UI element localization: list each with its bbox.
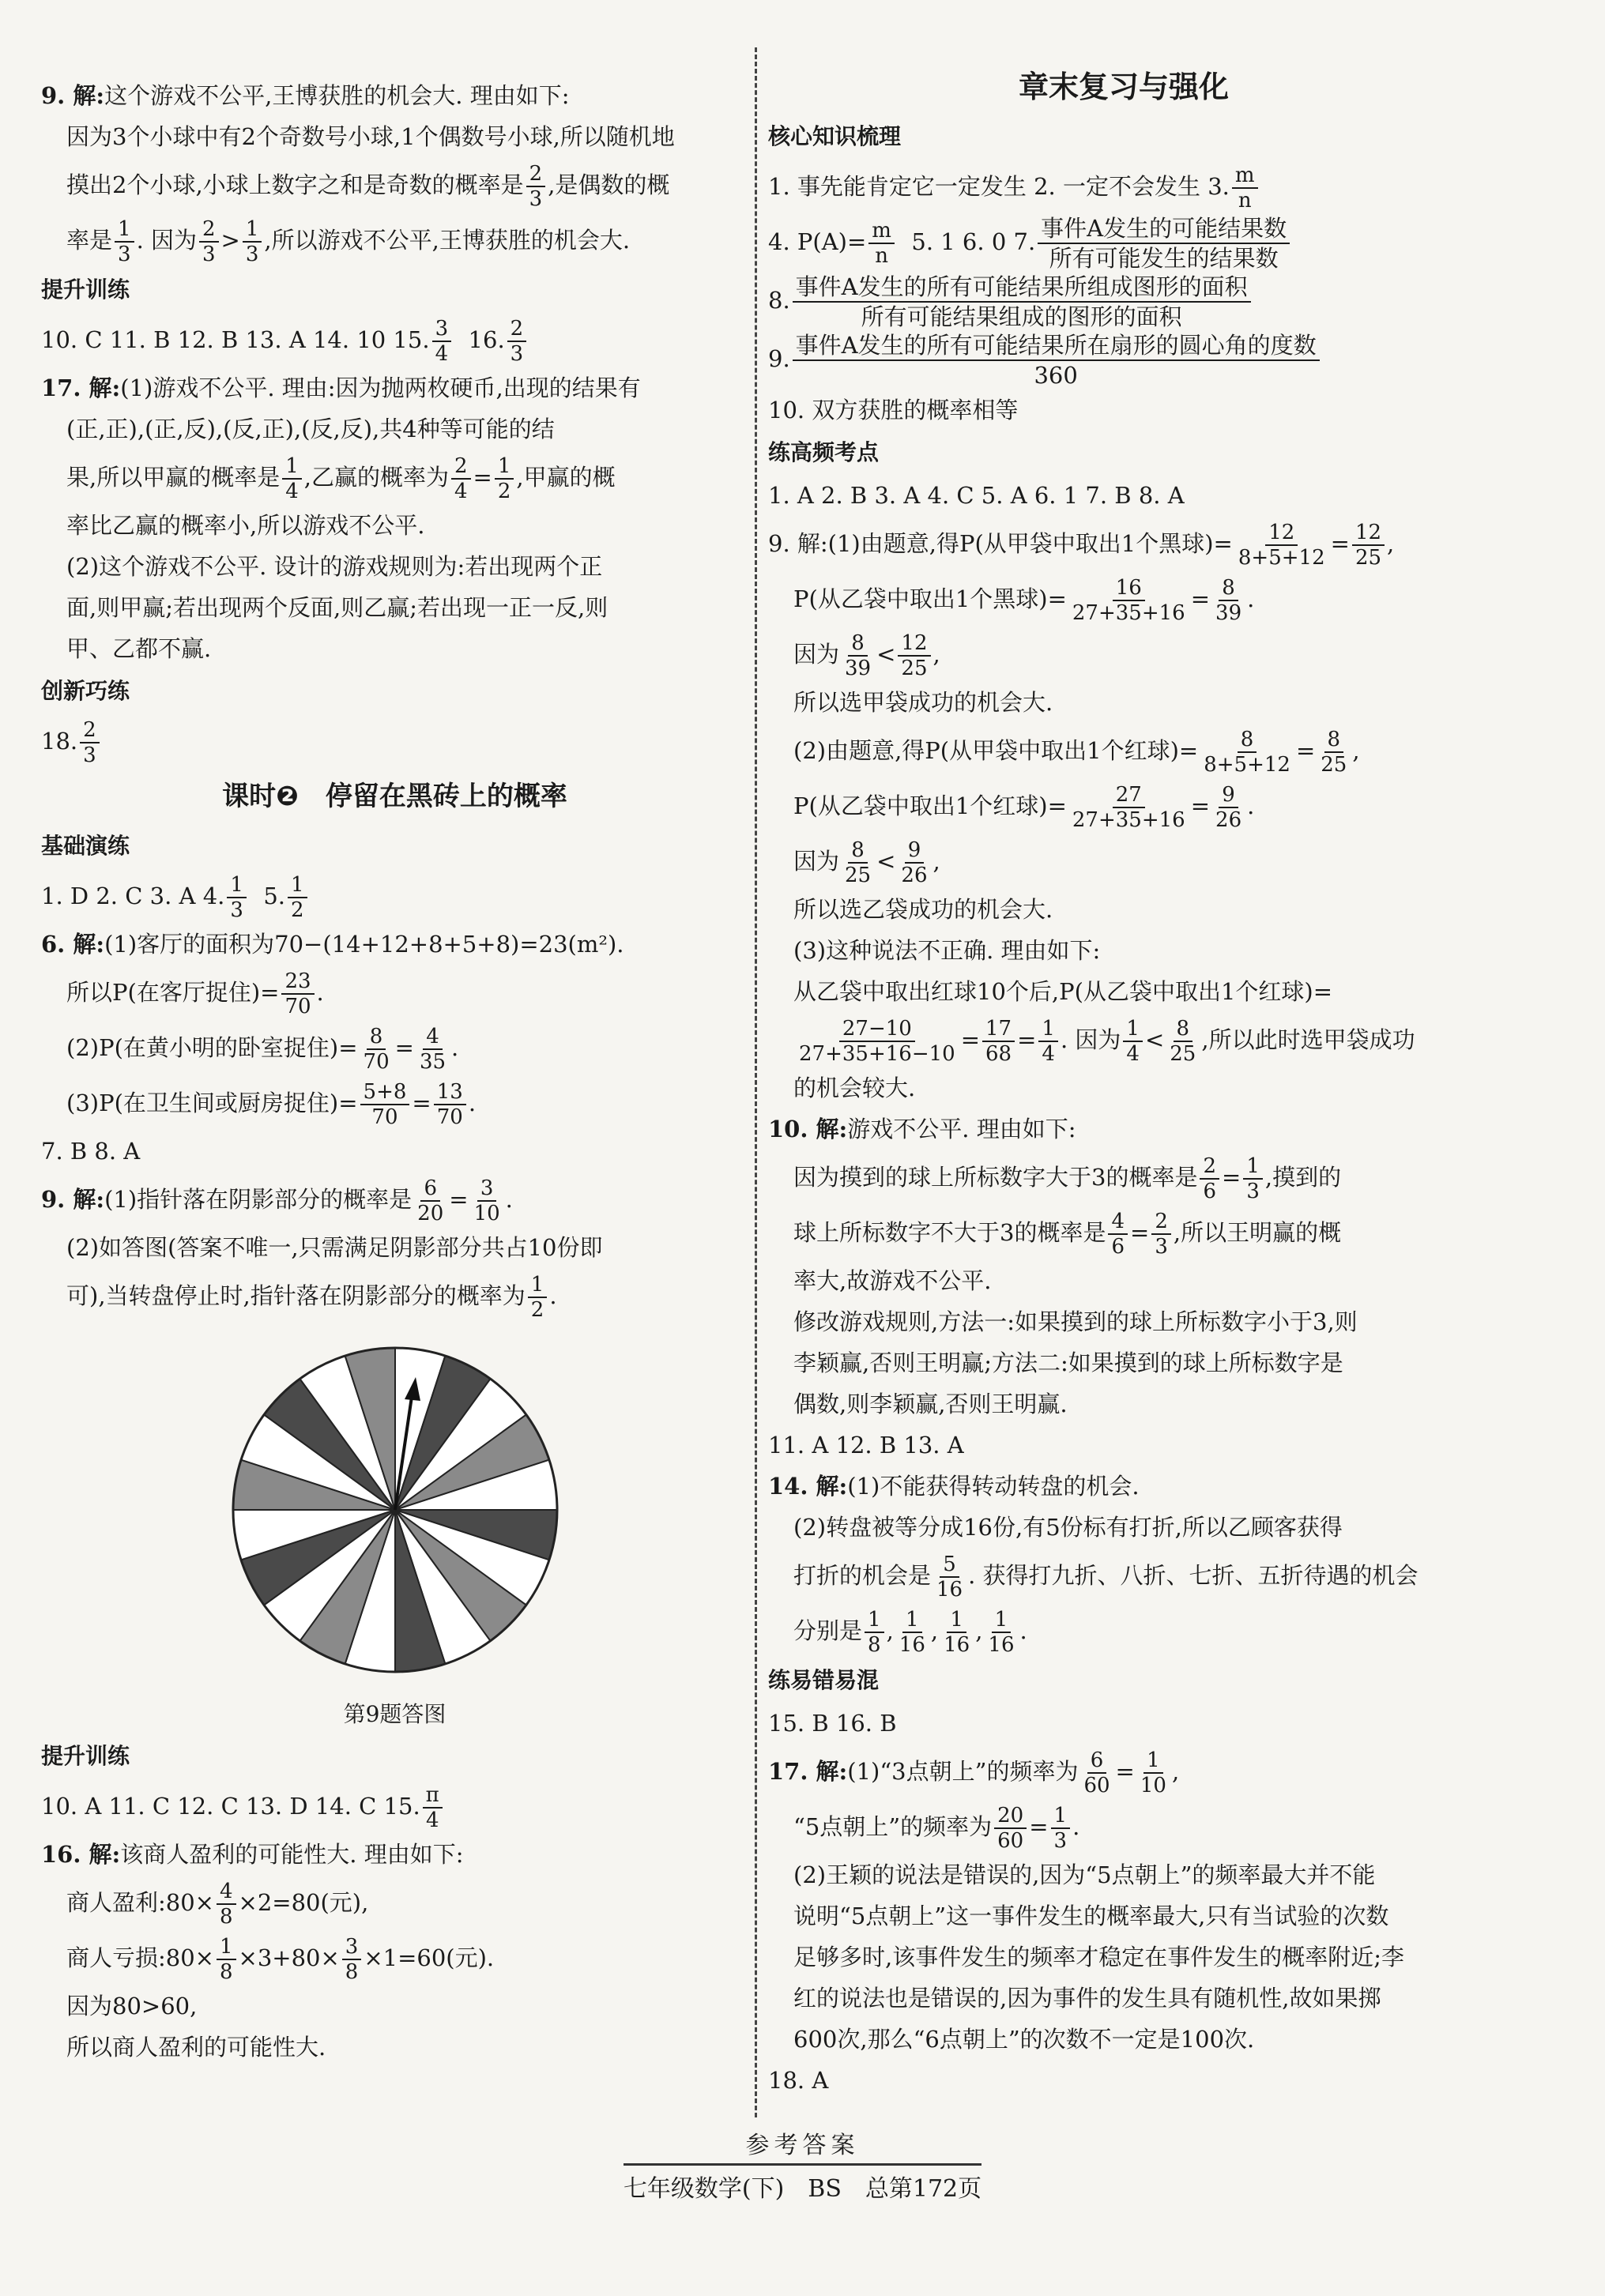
lesson-title: 课时❷ 停留在黑砖上的概率 bbox=[222, 781, 567, 812]
rq9-line5: (2)由题意,得P(从甲袋中取出1个红球)= $\frac{8}{8+5+12}$ = $\frac{8}{25}$ , bbox=[793, 728, 1360, 777]
q6-line3: (2)P(在黄小明的卧室捉住)= $\frac{8}{70}$ = $\frac{4}{35}$ . bbox=[66, 1025, 459, 1074]
rq9-line3: 因为 $\frac{8}{39}$ < $\frac{12}{25}$ , bbox=[793, 631, 940, 680]
ans-11-13: 11. A 12. B 13. A bbox=[768, 1432, 964, 1459]
q17-line5: (2)这个游戏不公平. 设计的游戏规则为:若出现两个正 bbox=[66, 553, 603, 580]
q9-line3: 摸出2个小球,小球上数字之和是奇数的概率是 $\frac{2}{3}$ ,是偶数的概 bbox=[66, 162, 670, 211]
q16-line3: 商人亏损:80× $\frac{1}{8}$ ×3+80× $\frac{3}{8}$ ×1=60(元). bbox=[66, 1935, 495, 1984]
section-tisheng-1: 提升训练 bbox=[41, 277, 130, 303]
q16-line4: 因为80>60, bbox=[66, 1993, 198, 2019]
ans-7-8: 7. B 8. A bbox=[41, 1138, 141, 1165]
spinner-figure bbox=[41, 1328, 748, 1695]
q9-line2: 因为3个小球中有2个奇数号小球,1个偶数号小球,所以随机地 bbox=[66, 123, 675, 150]
rq9-line12: 的机会较大. bbox=[793, 1075, 916, 1101]
rq10-line4: 率大,故游戏不公平. bbox=[793, 1267, 992, 1294]
rq17-line1: 17. 解:(1)“3点朝上”的频率为 $\frac{6}{60}$ = $\frac{1}{10}$ , bbox=[768, 1748, 1180, 1797]
rq17-line2: “5点朝上”的频率为 $\frac{20}{60}$ = $\frac{1}{3}$ . bbox=[793, 1804, 1080, 1853]
q9-line4: 率是 $\frac{1}{3}$ . 因为 $\frac{2}{3}$ > $\frac{1}{3}$ ,所以游戏不公平,王博获胜的机会大. bbox=[66, 217, 631, 266]
footer-label: 参考答案 bbox=[745, 2132, 860, 2159]
footer-info: 七年级数学(下) BS 总第172页 bbox=[624, 2163, 981, 2204]
rq14-line3: 打折的机会是 $\frac{5}{16}$ . 获得打九折、八折、七折、五折待遇的机会 bbox=[793, 1553, 1419, 1602]
rq9-line11: $\frac{27-10}{27+35+16-10}$ = $\frac{17}{68}$ = $\frac{1}{4}$ . 因为 $\frac{1}{4}$ < $\frac{8}{25}$ ,所以此时选甲袋成功 bbox=[799, 1017, 1415, 1066]
q9-line1: 9. 解:这个游戏不公平,王博获胜的机会大. 理由如下: bbox=[41, 82, 570, 109]
q17-line4: 率比乙赢的概率小,所以游戏不公平. bbox=[66, 512, 425, 539]
rq10-line3: 球上所标数字不大于3的概率是 $\frac{4}{6}$ = $\frac{2}{3}$ ,所以王明赢的概 bbox=[793, 1210, 1342, 1259]
q9b-line2: (2)如答图(答案不唯一,只需满足阴影部分共占10份即 bbox=[66, 1234, 603, 1261]
ans-18: 18. $\frac{2}{3}$ bbox=[41, 713, 748, 769]
rq9-line8: 所以选乙袋成功的机会大. bbox=[793, 896, 1053, 923]
ans-1-5: 1. D 2. C 3. A 4. $\frac{1}{3}$ 5. $\frac{1}{2}$ bbox=[41, 868, 748, 924]
section-tisheng-2: 提升训练 bbox=[41, 1743, 130, 1769]
k-line1: 1. 事先能肯定它一定发生 2. 一定不会发生 3. $\frac{m}{n}$ bbox=[768, 159, 1479, 214]
q17-line3: 果,所以甲赢的概率是 $\frac{1}{4}$ ,乙赢的概率为 $\frac{2}{4}$ = $\frac{1}{2}$ ,甲赢的概 bbox=[66, 454, 616, 503]
k-line4: 9. 事件A发生的所有可能结果所在扇形的圆心角的度数 360 bbox=[768, 331, 1479, 390]
q16-line2: 商人盈利:80× $\frac{4}{8}$ ×2=80(元), bbox=[66, 1880, 369, 1929]
rq17-line5: 足够多时,该事件发生的频率才稳定在事件发生的概率附近;李 bbox=[793, 1944, 1404, 1970]
rq17-line6: 红的说法也是错误的,因为事件的发生具有随机性,故如果掷 bbox=[793, 1985, 1381, 2012]
rq10-line1: 10. 解:游戏不公平. 理由如下: bbox=[768, 1116, 1076, 1142]
rq9-line4: 所以选甲袋成功的机会大. bbox=[793, 689, 1053, 716]
rq9-line2: P(从乙袋中取出1个黑球)= $\frac{16}{27+35+16}$ = $\frac{8}{39}$ . bbox=[793, 576, 1255, 625]
spinner-wheel bbox=[213, 1328, 577, 1692]
rq10-line2: 因为摸到的球上所标数字大于3的概率是 $\frac{2}{6}$ = $\frac{1}{3}$ ,摸到的 bbox=[793, 1154, 1342, 1203]
q16-line5: 所以商人盈利的可能性大. bbox=[66, 2034, 326, 2061]
ans-10-15b: 10. A 11. C 12. C 13. D 14. C 15. $\frac{\pi}{4}$ bbox=[41, 1778, 748, 1834]
section-gaopin: 练高频考点 bbox=[768, 439, 880, 465]
q9b-line1: 9. 解:(1)指针落在阴影部分的概率是 $\frac{6}{20}$ = $\frac{3}{10}$ . bbox=[41, 1176, 513, 1225]
k-line2: 4. P(A)= $\frac{m}{n}$ 5. 1 6. 0 7. 事件A发生的可能结果数 所有可能发生的结果数 bbox=[768, 214, 1479, 273]
rq17-line4: 说明“5点朝上”这一事件发生的概率最大,只有当试验的次数 bbox=[793, 1903, 1389, 1929]
ans-18-right: 18. A bbox=[768, 2067, 829, 2094]
rq9-line10: 从乙袋中取出红球10个后,P(从乙袋中取出1个红球)= bbox=[793, 978, 1333, 1005]
rq9-line1: 9. 解:(1)由题意,得P(从甲袋中取出1个黑球)= $\frac{12}{8+5+12}$ = $\frac{12}{25}$ , bbox=[768, 521, 1395, 570]
rq14-line4: 分别是 $\frac{1}{8}$ , $\frac{1}{16}$ , $\frac{1}{16}$ , $\frac{1}{16}$ . bbox=[793, 1608, 1027, 1657]
q6-line1: 6. 解:(1)客厅的面积为70−(14+12+8+5+8)=23(m²). bbox=[41, 931, 624, 958]
rq10-line7: 偶数,则李颖赢,否则王明赢. bbox=[793, 1391, 1068, 1417]
rq14-line2: (2)转盘被等分成16份,有5份标有打折,所以乙顾客获得 bbox=[793, 1514, 1343, 1541]
k-line3: 8. 事件A发生的所有可能结果所组成图形的面积 所有可能结果组成的图形的面积 bbox=[768, 273, 1479, 331]
q16-line1: 16. 解:该商人盈利的可能性大. 理由如下: bbox=[41, 1841, 464, 1868]
q17-line2: (正,正),(正,反),(反,正),(反,反),共4种等可能的结 bbox=[66, 416, 555, 442]
ans-10-16: 10. C 11. B 12. B 13. A 14. 10 15. $\frac{3}{4}$ 16. $\frac{2}{3}$ bbox=[41, 312, 748, 367]
page-footer bbox=[0, 2125, 1605, 2204]
rq10-line6: 李颖赢,否则王明赢;方法二:如果摸到的球上所标数字是 bbox=[793, 1349, 1343, 1376]
rq14-line1: 14. 解:(1)不能获得转动转盘的机会. bbox=[768, 1473, 1140, 1500]
rq9-line7: 因为 $\frac{8}{25}$ < $\frac{9}{26}$ , bbox=[793, 838, 940, 887]
q17-line1: 17. 解:(1)游戏不公平. 理由:因为抛两枚硬币,出现的结果有 bbox=[41, 375, 641, 401]
figure-caption: 第9题答图 bbox=[343, 1701, 446, 1727]
section-jichu: 基础演练 bbox=[41, 833, 130, 859]
q17-line6: 面,则甲赢;若出现两个反面,则乙赢;若出现一正一反,则 bbox=[66, 594, 608, 621]
k-line5: 10. 双方获胜的概率相等 bbox=[768, 397, 1019, 423]
rq9-line9: (3)这种说法不正确. 理由如下: bbox=[793, 937, 1101, 964]
right-column bbox=[768, 70, 1479, 2101]
rq17-line7: 600次,那么“6点朝上”的次数不一定是100次. bbox=[793, 2026, 1255, 2053]
q9b-line3: 可),当转盘停止时,指针落在阴影部分的概率为 $\frac{1}{2}$ . bbox=[66, 1273, 557, 1322]
column-divider bbox=[755, 47, 757, 2117]
ans-15-16: 15. B 16. B bbox=[768, 1710, 897, 1737]
section-yicuo: 练易错易混 bbox=[768, 1667, 880, 1693]
rq10-line5: 修改游戏规则,方法一:如果摸到的球上所标数字小于3,则 bbox=[793, 1308, 1358, 1335]
q6-line4: (3)P(在卫生间或厨房捉住)= $\frac{5+8}{70}$ = $\frac{13}{70}$ . bbox=[66, 1080, 477, 1129]
left-column bbox=[41, 75, 748, 2068]
rq17-line3: (2)王颖的说法是错误的,因为“5点朝上”的频率最大并不能 bbox=[793, 1861, 1376, 1888]
chapter-title: 章末复习与强化 bbox=[1018, 70, 1229, 104]
section-chuangxin: 创新巧练 bbox=[41, 678, 130, 704]
g-ans-1-8: 1. A 2. B 3. A 4. C 5. A 6. 1 7. B 8. A bbox=[768, 482, 1185, 509]
q17-line7: 甲、乙都不赢. bbox=[66, 635, 212, 662]
q6-line2: 所以P(在客厅捉住)= $\frac{23}{70}$ . bbox=[66, 969, 324, 1018]
section-hexin: 核心知识梳理 bbox=[768, 123, 902, 149]
rq9-line6: P(从乙袋中取出1个红球)= $\frac{27}{27+35+16}$ = $\frac{9}{26}$ . bbox=[793, 783, 1255, 832]
